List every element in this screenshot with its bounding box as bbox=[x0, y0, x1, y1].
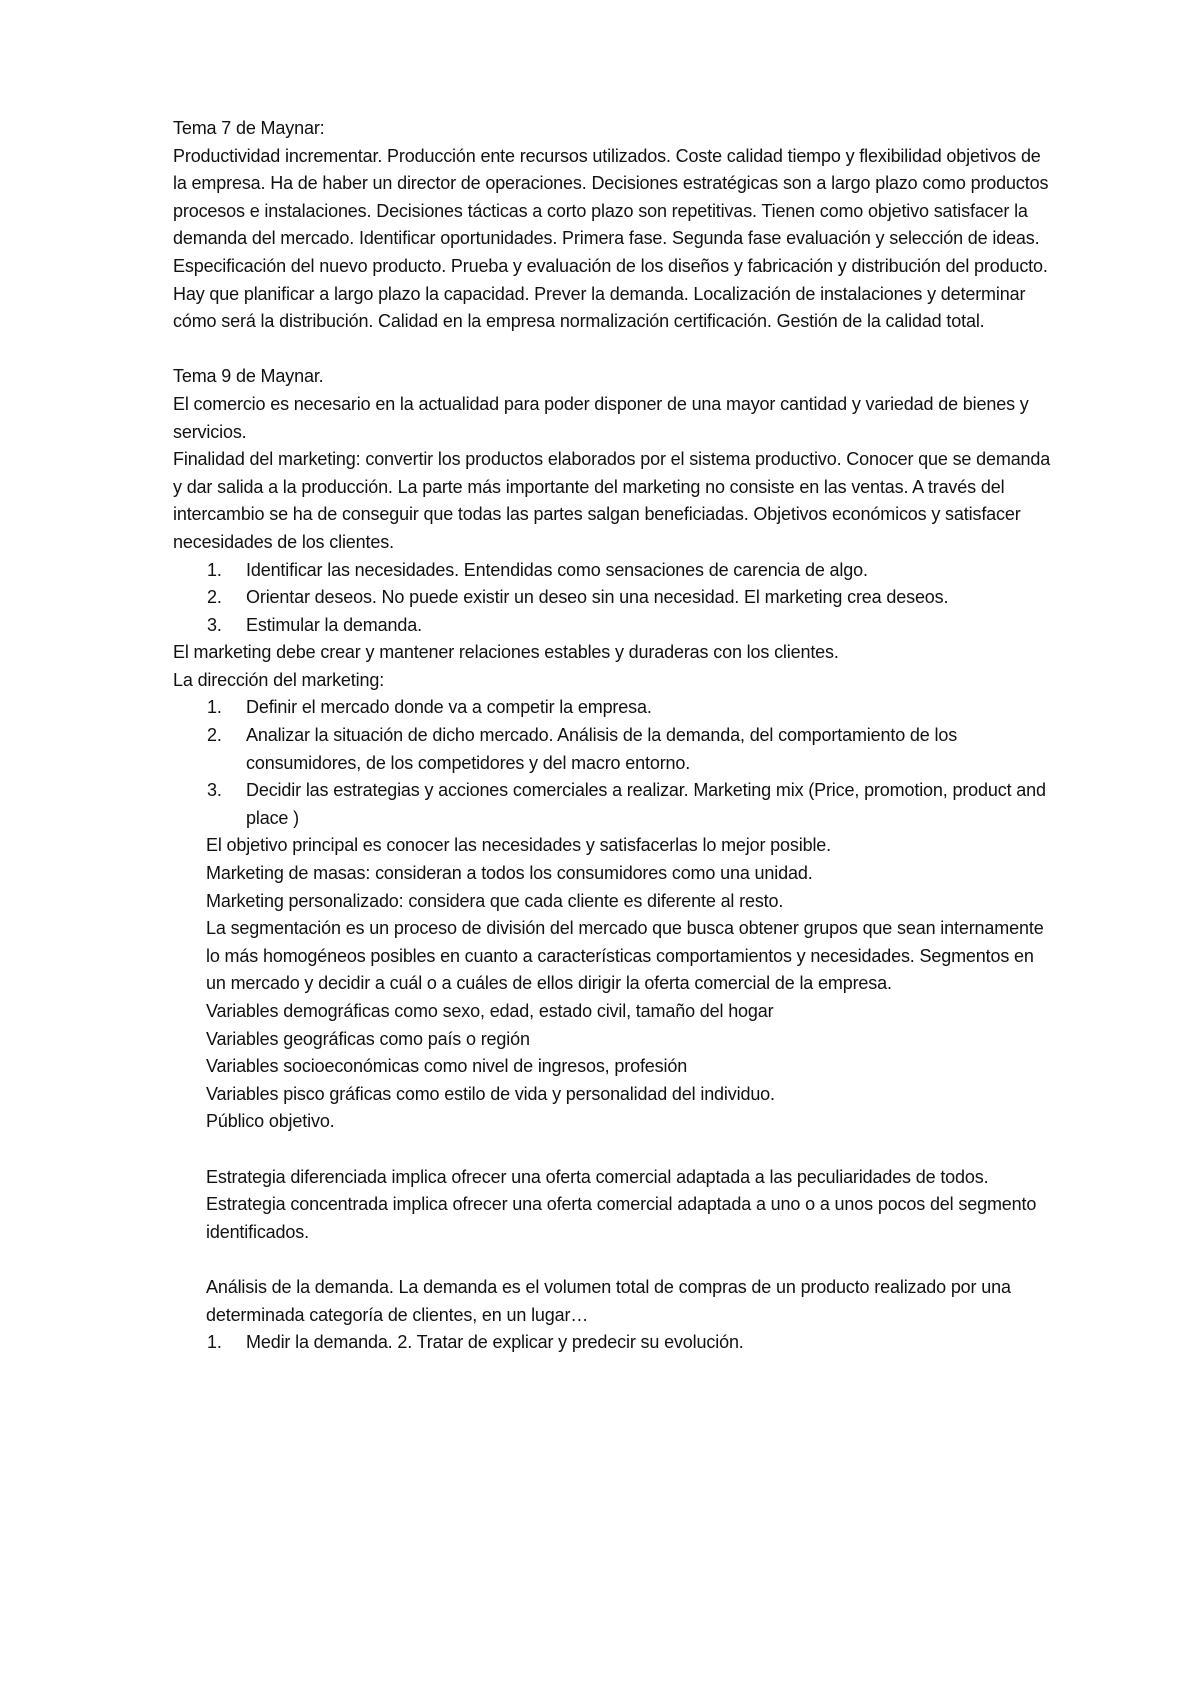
tema9-paragraph-4: La dirección del marketing: bbox=[173, 669, 385, 690]
tema7-paragraph-1: Productividad incrementar. Producción ente recursos utilizados. Coste calidad tiempo y flexibilidad objetivos de la empresa. Ha de haber un director de operaciones. Decisiones estratégicas son a largo plazo como productos procesos e instalaciones. Decisiones tácticas a corto plazo son repetitivas. Tienen como objetivo satisfacer la demanda del mercado. Identificar oportunidades. Primera fase. Segunda fase evaluación y selección de ideas. Especificación del nuevo producto. Prueba y evaluación de los diseños y fabricación y distribución del producto. bbox=[173, 145, 1049, 276]
indented-block bbox=[173, 832, 1053, 1329]
indented-line: Variables geográficas como país o región bbox=[206, 1028, 530, 1049]
list-text: Analizar la situación de dicho mercado. Análisis de la demanda, del comportamiento de los consumidores, de los competidores y del macro entorno. bbox=[246, 725, 958, 773]
tema7-title: Tema 7 de Maynar: bbox=[173, 118, 325, 138]
list-item bbox=[173, 612, 1053, 640]
list-number: 3. bbox=[207, 780, 222, 801]
estrategia-line: Estrategia diferenciada implica ofrecer una oferta comercial adaptada a las peculiaridades de todos. bbox=[206, 1166, 989, 1187]
list-text: Orientar deseos. No puede existir un deseo sin una necesidad. El marketing crea deseos. bbox=[246, 587, 949, 608]
analisis-paragraph: Análisis de la demanda. La demanda es el volumen total de compras de un producto realizado por una determinada categoría de clientes, en un lugar… bbox=[206, 1276, 1011, 1325]
document-body bbox=[173, 115, 1053, 1357]
list-item bbox=[173, 777, 1053, 832]
list-item bbox=[173, 694, 1053, 722]
objetivos-list bbox=[173, 557, 1053, 640]
tema7-paragraph-2: Hay que planificar a largo plazo la capacidad. Prever la demanda. Localización de instalaciones y determinar cómo será la distribución. Calidad en la empresa normalización certificación. Gestión de la calidad total. bbox=[173, 283, 1026, 332]
tema9-paragraph-1: El comercio es necesario en la actualidad para poder disponer de una mayor cantidad y variedad de bienes y servicios. bbox=[173, 393, 1029, 442]
list-text: Decidir las estrategias y acciones comerciales a realizar. Marketing mix (Price, promotion, product and place ) bbox=[246, 780, 1046, 828]
indented-line: Variables pisco gráficas como estilo de vida y personalidad del individuo. bbox=[206, 1083, 775, 1104]
tema9-paragraph-2: Finalidad del marketing: convertir los productos elaborados por el sistema productivo. Conocer que se demanda y dar salida a la producción. La parte más importante del marketing no consiste en las ventas. A través del intercambio se ha de conseguir que todas las partes salgan beneficiadas. Objetivos económicos y satisfacer necesidades de los clientes. bbox=[173, 449, 1051, 552]
list-number: 1. bbox=[207, 559, 222, 580]
list-item bbox=[173, 1329, 1053, 1357]
estrategia-line: Estrategia concentrada implica ofrecer una oferta comercial adaptada a uno o a unos pocos del segmento identificados. bbox=[206, 1194, 1037, 1242]
list-item bbox=[173, 557, 1053, 585]
list-item bbox=[173, 584, 1053, 612]
indented-line: La segmentación es un proceso de división del mercado que busca obtener grupos que sean internamente lo más homogéneos posibles en cuanto a características comportamientos y necesidades. Segmentos en un mercado y decidir a cuál o a cuáles de ellos dirigir la oferta comercial de la empresa. bbox=[206, 918, 1044, 994]
tema9-title: Tema 9 de Maynar. bbox=[173, 366, 324, 387]
list-text: Estimular la demanda. bbox=[246, 614, 422, 635]
list-number: 1. bbox=[207, 697, 222, 718]
spacer bbox=[206, 1246, 1053, 1274]
list-text: Definir el mercado donde va a competir la empresa. bbox=[246, 697, 652, 718]
list-number: 1. bbox=[207, 1332, 222, 1353]
indented-line: Variables demográficas como sexo, edad, estado civil, tamaño del hogar bbox=[206, 1001, 774, 1021]
list-number: 2. bbox=[207, 725, 222, 746]
list-text: Identificar las necesidades. Entendidas como sensaciones de carencia de algo. bbox=[246, 559, 868, 580]
indented-line: Variables socioeconómicas como nivel de ingresos, profesión bbox=[206, 1056, 688, 1077]
tema9-paragraph-3: El marketing debe crear y mantener relaciones estables y duraderas con los clientes. bbox=[173, 642, 839, 663]
indented-line: Público objetivo. bbox=[206, 1111, 335, 1132]
indented-line: El objetivo principal es conocer las necesidades y satisfacerlas lo mejor posible. bbox=[206, 835, 832, 856]
indented-line: Marketing personalizado: considera que cada cliente es diferente al resto. bbox=[206, 890, 784, 911]
list-text: Medir la demanda. 2. Tratar de explicar y predecir su evolución. bbox=[246, 1332, 744, 1353]
spacer bbox=[173, 336, 1053, 364]
list-number: 3. bbox=[207, 614, 222, 635]
indented-line: Marketing de masas: consideran a todos los consumidores como una unidad. bbox=[206, 863, 813, 884]
list-number: 2. bbox=[207, 587, 222, 608]
spacer bbox=[206, 1136, 1053, 1164]
list-item bbox=[173, 722, 1053, 777]
direccion-list bbox=[173, 694, 1053, 832]
